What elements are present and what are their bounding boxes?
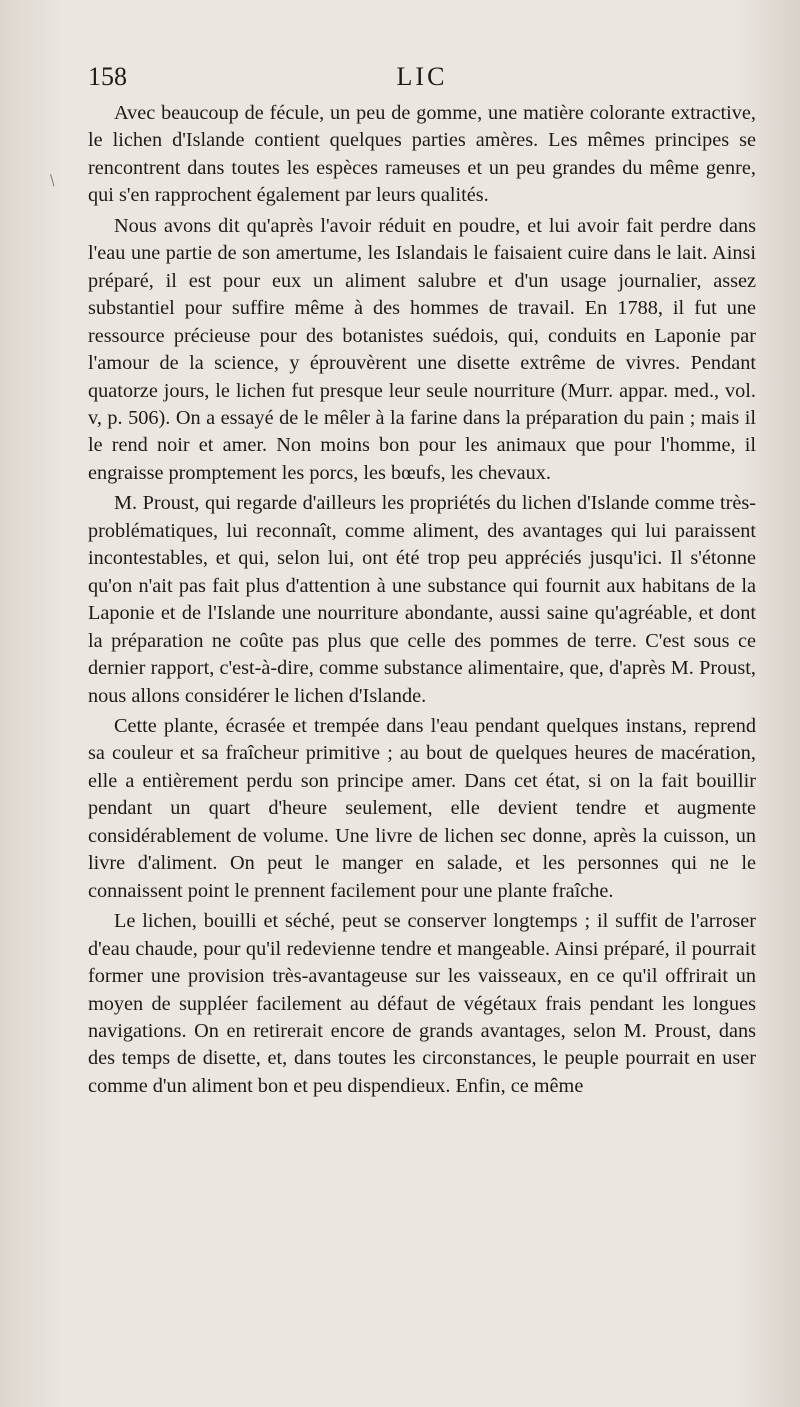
- paragraph: Le lichen, bouilli et séché, peut se conserver longtemps ; il suffit de l'arroser d'eau chaude, pour qu'il redevienne tendre et mangeable. Ainsi préparé, il pourrait former une provision très-avantageuse sur les vaisseaux, en ce qu'il offrirait un moyen de suppléer facilement au défaut de végétaux frais pendant les longues navigations. On en retirerait encore de grands avantages, selon M. Proust, dans des temps de disette, et, dans toutes les circonstances, le peuple pourrait en user comme d'un aliment bon et peu dispendieux. Enfin, ce même: [88, 910, 756, 1097]
- page-header: [88, 62, 756, 96]
- paragraph: Nous avons dit qu'après l'avoir réduit en poudre, et lui avoir fait perdre dans l'eau une partie de son amertume, les Islandais le faisaient cuire dans le lait. Ainsi préparé, il est pour eux un aliment salubre et d'un usage journalier, assez substantiel pour suffire même à des hommes de travail. En 1788, il fut une ressource précieuse pour des botanistes suédois, qui, conduits en Laponie par l'amour de la science, y éprouvèrent une disette extrême de vivres. Pendant quatorze jours, le lichen fut presque leur seule nourriture (Murr. appar. med., vol. v, p. 506). On a essayé de le mêler à la farine dans la préparation du pain ; mais il le rend noir et amer. Non moins bon pour les animaux que pour l'homme, il engraisse promptement les porcs, les bœufs, les chevaux.: [88, 214, 756, 484]
- paragraph: Avec beaucoup de fécule, un peu de gomme, une matière colorante extractive, le lichen d'Islande contient quelques parties amères. Les mêmes principes se rencontrent dans toutes les espèces rameuses et un peu grandes du même genre, qui s'en rapprochent également par leurs qualités.: [88, 102, 756, 207]
- page-number: 158: [88, 62, 127, 91]
- paragraph: Cette plante, écrasée et trempée dans l'eau pendant quelques instans, reprend sa couleur et sa fraîcheur primitive ; au bout de quelques heures de macération, elle a entièrement perdu son principe amer. Dans cet état, si on la fait bouillir pendant un quart d'heure seulement, elle devient tendre et augmente considérablement de volume. Une livre de lichen sec donne, après la cuisson, un livre d'aliment. On peut le manger en salade, et les personnes qui ne le connaissent point le prennent facilement pour une plante fraîche.: [88, 714, 756, 902]
- body-text: [88, 100, 756, 1100]
- paragraph: M. Proust, qui regarde d'ailleurs les propriétés du lichen d'Islande comme très-problématiques, lui reconnaît, comme aliment, des avantages qui lui paraissent incontestables, et qui, selon lui, ont été trop peu appréciés jusqu'ici. Il s'étonne qu'on n'ait pas fait plus d'attention à une substance qui fournit aux habitans de la Laponie et de l'Islande une nourriture abondante, aussi saine qu'agréable, et dont la préparation ne coûte pas plus que celle des pommes de terre. C'est sous ce dernier rapport, c'est-à-dire, comme substance alimentaire, que, d'après M. Proust, nous allons considérer le lichen d'Islande.: [88, 492, 756, 707]
- margin-pencil-mark: /: [44, 170, 61, 190]
- running-head: LIC: [396, 62, 448, 91]
